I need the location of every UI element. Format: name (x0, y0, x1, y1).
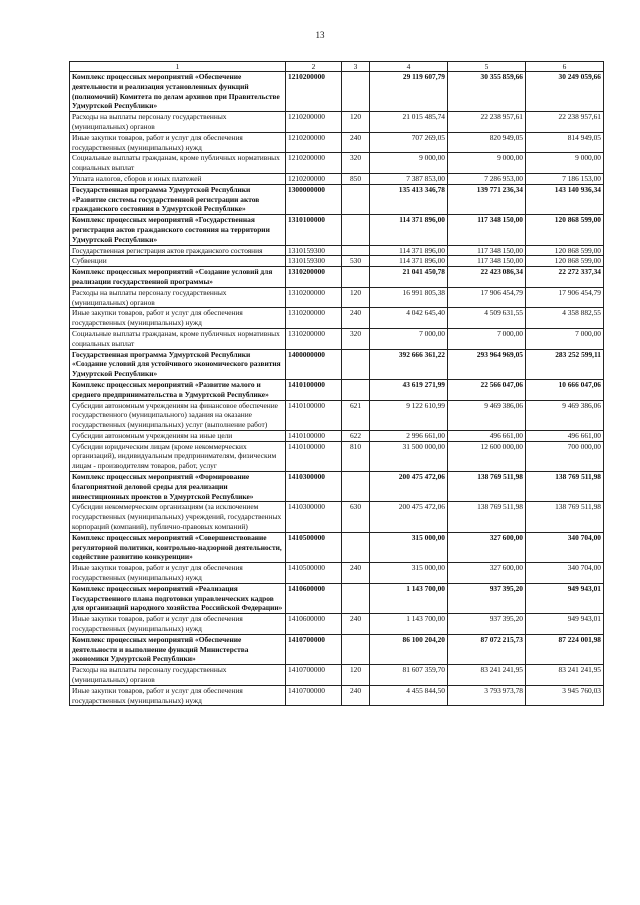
table-row (70, 132, 604, 153)
expense-type-cell: 621 (342, 400, 370, 430)
amount-year1-cell: 31 500 000,00 (370, 441, 448, 471)
table-row (70, 532, 604, 562)
amount-year1-cell: 707 269,05 (370, 132, 448, 153)
expense-type-cell (342, 245, 370, 256)
amount-year2-cell: 7 286 953,00 (448, 173, 526, 184)
table-row (70, 245, 604, 256)
amount-year1-cell: 7 387 853,00 (370, 173, 448, 184)
table-row (70, 400, 604, 430)
table-row (70, 173, 604, 184)
expense-type-cell: 240 (342, 308, 370, 329)
amount-year2-cell: 117 348 150,00 (448, 256, 526, 267)
amount-year2-cell: 17 906 454,79 (448, 287, 526, 308)
item-name-cell: Социальные выплаты гражданам, кроме публичных нормативных социальных выплат (70, 328, 286, 349)
target-code-cell: 1410500000 (286, 532, 342, 562)
target-code-cell: 1410700000 (286, 665, 342, 686)
expense-type-cell: 530 (342, 256, 370, 267)
item-name-cell: Иные закупки товаров, работ и услуг для обеспечения государственных (муниципальных) нужд (70, 614, 286, 635)
header-cell-3: 3 (342, 62, 370, 72)
table-row (70, 328, 604, 349)
amount-year2-cell: 22 423 086,34 (448, 267, 526, 288)
amount-year1-cell: 16 991 805,38 (370, 287, 448, 308)
target-code-cell: 1310159300 (286, 256, 342, 267)
amount-year1-cell: 7 000,00 (370, 328, 448, 349)
table-row (70, 153, 604, 174)
item-name-cell: Субсидии автономным учреждениям на финансовое обеспечение государственного (муниципального) задания на оказание государственных (муниципальных) услуг (выполнение работ) (70, 400, 286, 430)
table-row (70, 72, 604, 112)
amount-year3-cell: 283 252 599,11 (526, 349, 604, 379)
amount-year3-cell: 340 704,00 (526, 563, 604, 584)
table-row (70, 430, 604, 441)
amount-year3-cell: 340 704,00 (526, 532, 604, 562)
table-row (70, 287, 604, 308)
item-name-cell: Комплекс процессных мероприятий «Совершенствование регуляторной политики, контрольно-надзорной деятельности, содействие развитию конкуренции» (70, 532, 286, 562)
amount-year1-cell: 135 413 346,78 (370, 184, 448, 214)
amount-year2-cell: 937 395,20 (448, 583, 526, 613)
expense-type-cell: 120 (342, 665, 370, 686)
target-code-cell: 1410700000 (286, 634, 342, 664)
table-row (70, 614, 604, 635)
expense-type-cell (342, 583, 370, 613)
target-code-cell: 1410100000 (286, 379, 342, 400)
amount-year3-cell: 3 945 760,03 (526, 685, 604, 706)
expense-type-cell: 320 (342, 153, 370, 174)
header-cell-1: 1 (70, 62, 286, 72)
amount-year1-cell: 1 143 700,00 (370, 614, 448, 635)
item-name-cell: Комплекс процессных мероприятий «Создание условий для реализации государственной программы» (70, 267, 286, 288)
amount-year1-cell: 315 000,00 (370, 563, 448, 584)
amount-year2-cell: 327 600,00 (448, 563, 526, 584)
amount-year3-cell: 87 224 001,98 (526, 634, 604, 664)
expense-type-cell (342, 267, 370, 288)
table-row (70, 267, 604, 288)
amount-year2-cell: 12 600 000,00 (448, 441, 526, 471)
item-name-cell: Комплекс процессных мероприятий «Обеспечение деятельности и выполнение функций Министерства экономики Удмуртской Республики» (70, 634, 286, 664)
target-code-cell: 1410600000 (286, 583, 342, 613)
amount-year1-cell: 4 042 645,40 (370, 308, 448, 329)
amount-year3-cell: 949 943,01 (526, 614, 604, 635)
amount-year2-cell: 22 238 957,61 (448, 112, 526, 133)
target-code-cell: 1310200000 (286, 308, 342, 329)
budget-table (69, 61, 604, 706)
target-code-cell: 1210200000 (286, 132, 342, 153)
item-name-cell: Комплекс процессных мероприятий «Реализация Государственного плана подготовки управленческих кадров для организаций народного хозяйства Российской Федерации» (70, 583, 286, 613)
amount-year1-cell: 9 000,00 (370, 153, 448, 174)
amount-year2-cell: 9 000,00 (448, 153, 526, 174)
target-code-cell: 1410300000 (286, 472, 342, 502)
target-code-cell: 1410700000 (286, 685, 342, 706)
amount-year2-cell: 139 771 236,34 (448, 184, 526, 214)
amount-year2-cell: 937 395,20 (448, 614, 526, 635)
amount-year2-cell: 7 000,00 (448, 328, 526, 349)
expense-type-cell: 810 (342, 441, 370, 471)
amount-year1-cell: 21 015 485,74 (370, 112, 448, 133)
expense-type-cell: 120 (342, 112, 370, 133)
amount-year3-cell: 120 868 599,00 (526, 245, 604, 256)
table-row (70, 112, 604, 133)
header-cell-6: 6 (526, 62, 604, 72)
target-code-cell: 1210200000 (286, 153, 342, 174)
item-name-cell: Субсидии автономным учреждениям на иные цели (70, 430, 286, 441)
table-row (70, 308, 604, 329)
expense-type-cell: 240 (342, 563, 370, 584)
table-row (70, 256, 604, 267)
amount-year1-cell: 200 475 472,06 (370, 472, 448, 502)
amount-year3-cell: 138 769 511,98 (526, 502, 604, 532)
amount-year2-cell: 820 949,05 (448, 132, 526, 153)
target-code-cell: 1310100000 (286, 215, 342, 245)
amount-year1-cell: 21 041 450,78 (370, 267, 448, 288)
expense-type-cell: 320 (342, 328, 370, 349)
amount-year2-cell: 22 566 047,06 (448, 379, 526, 400)
target-code-cell: 1410500000 (286, 563, 342, 584)
amount-year1-cell: 86 100 204,20 (370, 634, 448, 664)
amount-year3-cell: 7 000,00 (526, 328, 604, 349)
amount-year3-cell: 120 868 599,00 (526, 256, 604, 267)
amount-year1-cell: 114 371 896,00 (370, 245, 448, 256)
amount-year2-cell: 117 348 150,00 (448, 245, 526, 256)
item-name-cell: Комплекс процессных мероприятий «Обеспечение деятельности и реализация установленных функций (полномочий) Комитета по делам архивов при Правительстве Удмуртской Республики» (70, 72, 286, 112)
item-name-cell: Расходы на выплаты персоналу государственных (муниципальных) органов (70, 112, 286, 133)
target-code-cell: 1410100000 (286, 430, 342, 441)
item-name-cell: Комплекс процессных мероприятий «Развитие малого и среднего предпринимательства в Удмуртской Республике» (70, 379, 286, 400)
expense-type-cell: 850 (342, 173, 370, 184)
item-name-cell: Субсидии некоммерческим организациям (за исключением государственных (муниципальных) учреждений, государственных корпораций (компаний), публично-правовых компаний) (70, 502, 286, 532)
item-name-cell: Социальные выплаты гражданам, кроме публичных нормативных социальных выплат (70, 153, 286, 174)
table-row (70, 215, 604, 245)
expense-type-cell: 630 (342, 502, 370, 532)
table-row (70, 349, 604, 379)
item-name-cell: Расходы на выплаты персоналу государственных (муниципальных) органов (70, 665, 286, 686)
target-code-cell: 1410100000 (286, 400, 342, 430)
amount-year1-cell: 114 371 896,00 (370, 256, 448, 267)
amount-year3-cell: 30 249 059,66 (526, 72, 604, 112)
target-code-cell: 1300000000 (286, 184, 342, 214)
header-cell-4: 4 (370, 62, 448, 72)
amount-year1-cell: 315 000,00 (370, 532, 448, 562)
item-name-cell: Иные закупки товаров, работ и услуг для обеспечения государственных (муниципальных) нужд (70, 308, 286, 329)
table-row (70, 583, 604, 613)
table-row (70, 685, 604, 706)
amount-year3-cell: 17 906 454,79 (526, 287, 604, 308)
target-code-cell: 1400000000 (286, 349, 342, 379)
amount-year3-cell: 143 140 936,34 (526, 184, 604, 214)
header-cell-2: 2 (286, 62, 342, 72)
expense-type-cell (342, 349, 370, 379)
target-code-cell: 1310200000 (286, 287, 342, 308)
expense-type-cell (342, 215, 370, 245)
amount-year3-cell: 4 358 882,55 (526, 308, 604, 329)
header-cell-5: 5 (448, 62, 526, 72)
expense-type-cell: 240 (342, 614, 370, 635)
table-row (70, 665, 604, 686)
target-code-cell: 1410100000 (286, 441, 342, 471)
amount-year3-cell: 949 943,01 (526, 583, 604, 613)
amount-year3-cell: 814 949,05 (526, 132, 604, 153)
target-code-cell: 1410300000 (286, 502, 342, 532)
expense-type-cell (342, 379, 370, 400)
amount-year2-cell: 9 469 386,06 (448, 400, 526, 430)
item-name-cell: Государственная программа Удмуртской Республики «Развитие системы государственной регистрации актов гражданского состояния в Удмуртской Республике» (70, 184, 286, 214)
amount-year1-cell: 2 996 661,00 (370, 430, 448, 441)
target-code-cell: 1310200000 (286, 267, 342, 288)
amount-year3-cell: 83 241 241,95 (526, 665, 604, 686)
item-name-cell: Субсидии юридическим лицам (кроме некоммерческих организаций), индивидуальным предпринимателям, физическим лицам - производителям товаров, работ, услуг (70, 441, 286, 471)
table-row (70, 441, 604, 471)
item-name-cell: Расходы на выплаты персоналу государственных (муниципальных) органов (70, 287, 286, 308)
item-name-cell: Комплекс процессных мероприятий «Государственная регистрация актов гражданского состояния на территории Удмуртской Республики» (70, 215, 286, 245)
expense-type-cell: 240 (342, 685, 370, 706)
table-row (70, 634, 604, 664)
table-row (70, 184, 604, 214)
amount-year2-cell: 83 241 241,95 (448, 665, 526, 686)
expense-type-cell (342, 472, 370, 502)
amount-year3-cell: 9 469 386,06 (526, 400, 604, 430)
item-name-cell: Иные закупки товаров, работ и услуг для обеспечения государственных (муниципальных) нужд (70, 563, 286, 584)
target-code-cell: 1210200000 (286, 173, 342, 184)
amount-year1-cell: 1 143 700,00 (370, 583, 448, 613)
amount-year1-cell: 29 119 607,79 (370, 72, 448, 112)
amount-year1-cell: 9 122 610,99 (370, 400, 448, 430)
amount-year2-cell: 117 348 150,00 (448, 215, 526, 245)
expense-type-cell: 622 (342, 430, 370, 441)
amount-year3-cell: 120 868 599,00 (526, 215, 604, 245)
amount-year2-cell: 87 072 215,73 (448, 634, 526, 664)
item-name-cell: Иные закупки товаров, работ и услуг для обеспечения государственных (муниципальных) нужд (70, 685, 286, 706)
expense-type-cell (342, 532, 370, 562)
amount-year1-cell: 114 371 896,00 (370, 215, 448, 245)
table-row (70, 563, 604, 584)
amount-year1-cell: 392 666 361,22 (370, 349, 448, 379)
expense-type-cell (342, 634, 370, 664)
amount-year2-cell: 293 964 969,05 (448, 349, 526, 379)
target-code-cell: 1310159300 (286, 245, 342, 256)
target-code-cell: 1210200000 (286, 72, 342, 112)
amount-year2-cell: 138 769 511,98 (448, 502, 526, 532)
item-name-cell: Государственная регистрация актов гражданского состояния (70, 245, 286, 256)
amount-year3-cell: 700 000,00 (526, 441, 604, 471)
amount-year1-cell: 43 619 271,99 (370, 379, 448, 400)
budget-table-body (70, 62, 604, 706)
table-row (70, 472, 604, 502)
table-row (70, 379, 604, 400)
amount-year3-cell: 496 661,00 (526, 430, 604, 441)
item-name-cell: Субвенции (70, 256, 286, 267)
page-number: 13 (315, 30, 325, 40)
amount-year1-cell: 200 475 472,06 (370, 502, 448, 532)
amount-year2-cell: 496 661,00 (448, 430, 526, 441)
item-name-cell: Государственная программа Удмуртской Республики «Создание условий для устойчивого экономического развития Удмуртской Республики» (70, 349, 286, 379)
amount-year2-cell: 4 509 631,55 (448, 308, 526, 329)
amount-year2-cell: 327 600,00 (448, 532, 526, 562)
item-name-cell: Комплекс процессных мероприятий «Формирование благоприятной деловой среды для реализации инвестиционных проектов в Удмуртской Республике» (70, 472, 286, 502)
amount-year3-cell: 22 272 337,34 (526, 267, 604, 288)
table-header-row (70, 62, 604, 72)
amount-year3-cell: 138 769 511,98 (526, 472, 604, 502)
item-name-cell: Уплата налогов, сборов и иных платежей (70, 173, 286, 184)
table-row (70, 502, 604, 532)
target-code-cell: 1310200000 (286, 328, 342, 349)
amount-year1-cell: 4 455 844,50 (370, 685, 448, 706)
amount-year3-cell: 10 666 047,06 (526, 379, 604, 400)
target-code-cell: 1410600000 (286, 614, 342, 635)
amount-year3-cell: 9 000,00 (526, 153, 604, 174)
amount-year3-cell: 7 186 153,00 (526, 173, 604, 184)
item-name-cell: Иные закупки товаров, работ и услуг для обеспечения государственных (муниципальных) нужд (70, 132, 286, 153)
amount-year3-cell: 22 238 957,61 (526, 112, 604, 133)
amount-year2-cell: 138 769 511,98 (448, 472, 526, 502)
amount-year2-cell: 3 793 973,78 (448, 685, 526, 706)
expense-type-cell (342, 72, 370, 112)
amount-year2-cell: 30 355 859,66 (448, 72, 526, 112)
target-code-cell: 1210200000 (286, 112, 342, 133)
expense-type-cell: 240 (342, 132, 370, 153)
amount-year1-cell: 81 607 359,70 (370, 665, 448, 686)
expense-type-cell (342, 184, 370, 214)
expense-type-cell: 120 (342, 287, 370, 308)
